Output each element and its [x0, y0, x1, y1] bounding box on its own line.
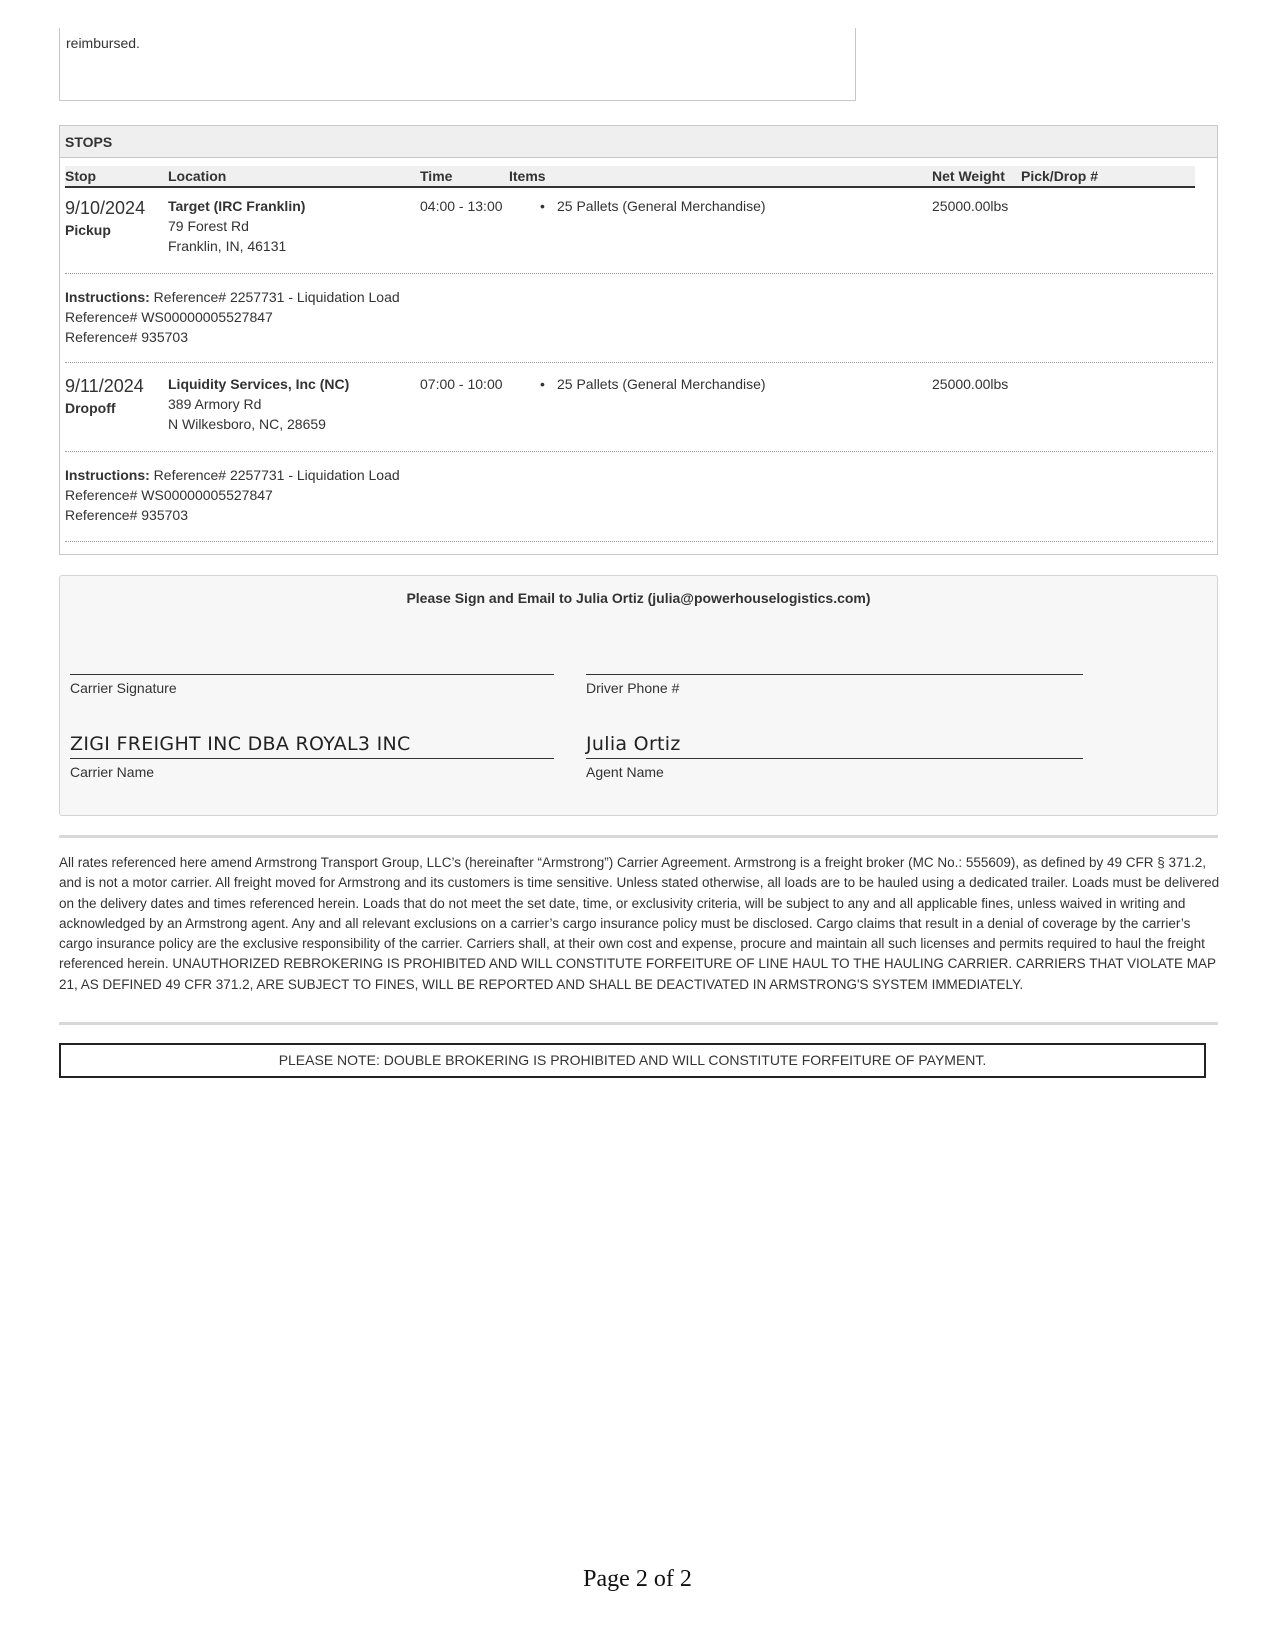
instruction-line: Reference# 935703 — [65, 329, 188, 345]
page-number: Page 2 of 2 — [583, 1566, 692, 1592]
legal-terms: All rates referenced here amend Armstrong Transport Group, LLC’s (hereinafter “Armstrong”) Carrier Agreement. Armstrong is a freight broker (MC No.: 555609), as defined by 49 CFR § 371.2, and is not a motor carrier. All freight moved for Armstrong and its customers is time sensitive. Unless stated otherwise, all loads are to be hauled using a dedicated trailer. Loads must be delivered on the delivery dates and times referenced herein. Loads that do not meet the set date, time, or exclusivity criteria, will be subject to any and all applicable fines, unless waived in writing and acknowledged by an Armstrong agent. Any and all relevant exclusions on a carrier’s cargo insurance policy must be disclosed. Cargo claims that result in a denial of coverage by the carrier’s cargo insurance policy are the exclusive responsibility of the carrier. Carriers shall, at their own cost and expense, procure and maintain all such licenses and permits required to haul the freight referenced herein. UNAUTHORIZED REBROKERING IS PROHIBITED AND WILL CONSTITUTE FORFEITURE OF LINE HAUL TO THE HAULING CARRIER. CARRIERS THAT VIOLATE MAP 21, AS DEFINED 49 CFR 371.2, ARE SUBJECT TO FINES, WILL BE REPORTED AND SHALL BE DEACTIVATED IN ARMSTRONG'S SYSTEM IMMEDIATELY. — [59, 855, 1220, 992]
instruction-line: Reference# 2257731 - Liquidation Load — [153, 289, 400, 305]
col-items: Items — [509, 168, 546, 184]
driver-phone-line[interactable] — [586, 674, 1083, 675]
stop-item: 25 Pallets (General Merchandise) — [557, 198, 766, 214]
instruction-line: Reference# 2257731 - Liquidation Load — [153, 467, 400, 483]
stop-date: 9/11/2024 — [65, 376, 144, 396]
agent-name-label: Agent Name — [586, 764, 664, 780]
location-address-line1: 79 Forest Rd — [168, 218, 249, 234]
instructions-label: Instructions: — [65, 289, 150, 305]
carrier-name-label: Carrier Name — [70, 764, 155, 780]
instruction-line: Reference# WS00000005527847 — [65, 487, 273, 503]
signature-block — [59, 575, 1218, 816]
agent-name-value: Julia Ortiz — [586, 733, 681, 755]
row-divider — [65, 362, 1213, 363]
carrier-signature-line[interactable] — [70, 674, 554, 675]
signature-instructions: Please Sign and Email to Julia Ortiz (julia@powerhouselogistics.com) — [406, 590, 871, 606]
col-time: Time — [420, 168, 453, 184]
location-address-line1: 389 Armory Rd — [168, 396, 262, 412]
location-address-line2: Franklin, IN, 46131 — [168, 238, 287, 254]
net-weight: 25000.00lbs — [932, 198, 1009, 214]
carrier-name-line — [70, 758, 554, 759]
stop-type: Dropoff — [65, 400, 116, 416]
row-divider — [65, 541, 1213, 542]
stop-type: Pickup — [65, 222, 111, 238]
col-pick-drop: Pick/Drop # — [1021, 168, 1099, 184]
divider — [59, 1022, 1218, 1025]
carrier-signature-label: Carrier Signature — [70, 680, 177, 696]
continuation-text: reimbursed. — [66, 35, 140, 51]
instructions-label: Instructions: — [65, 467, 150, 483]
row-divider — [65, 451, 1213, 452]
stop-item: 25 Pallets (General Merchandise) — [557, 376, 766, 392]
previous-section-box — [59, 28, 856, 101]
bullet-icon: • — [540, 376, 545, 392]
bullet-icon: • — [540, 198, 545, 214]
col-net-weight: Net Weight — [932, 168, 1005, 184]
carrier-name-value: ZIGI FREIGHT INC DBA ROYAL3 INC — [70, 733, 411, 755]
row-divider — [65, 273, 1213, 274]
net-weight: 25000.00lbs — [932, 376, 1009, 392]
col-location: Location — [168, 168, 227, 184]
stop-date: 9/10/2024 — [65, 198, 146, 218]
instruction-line: Reference# WS00000005527847 — [65, 309, 273, 325]
col-stop: Stop — [65, 168, 97, 184]
stop-time: 07:00 - 10:00 — [420, 376, 503, 392]
stops-header: STOPS — [60, 126, 1217, 158]
stop-row — [65, 198, 1213, 268]
agent-name-line — [586, 758, 1083, 759]
location-address-line2: N Wilkesboro, NC, 28659 — [168, 416, 326, 432]
instruction-line: Reference# 935703 — [65, 507, 188, 523]
divider — [59, 835, 1218, 838]
stop-instructions — [65, 465, 400, 525]
location-name: Liquidity Services, Inc (NC) — [168, 376, 350, 392]
stops-column-header — [65, 166, 1195, 188]
driver-phone-label: Driver Phone # — [586, 680, 680, 696]
stop-time: 04:00 - 13:00 — [420, 198, 503, 214]
location-name: Target (IRC Franklin) — [168, 198, 306, 214]
stops-section — [59, 125, 1218, 555]
stop-row — [65, 376, 1213, 446]
double-brokering-notice: PLEASE NOTE: DOUBLE BROKERING IS PROHIBITED AND WILL CONSTITUTE FORFEITURE OF PAYMENT. — [59, 1043, 1206, 1078]
stop-instructions — [65, 287, 400, 347]
